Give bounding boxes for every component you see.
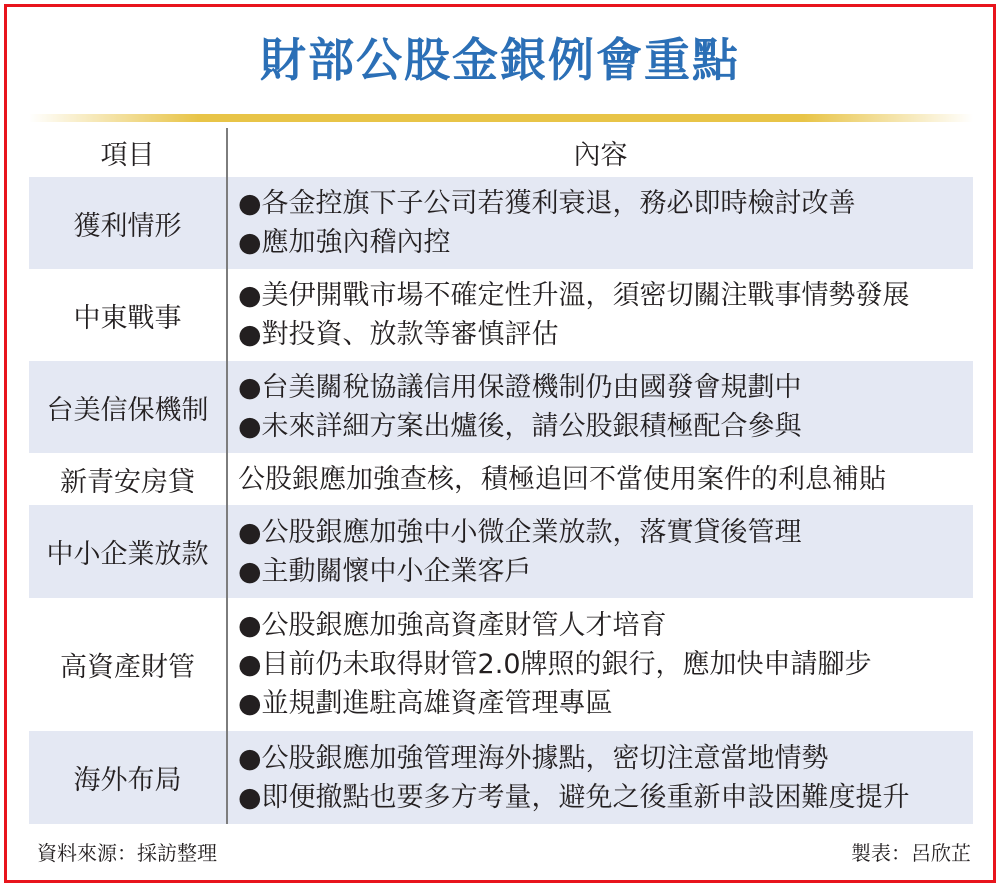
content-line: ●公股銀應加強中小微企業放款，落實貸後管理 — [238, 516, 802, 548]
page-title: 財部公股金銀例會重點 — [260, 33, 740, 87]
content-line: ●主動關懷中小企業客戶 — [238, 555, 532, 587]
content-line: 公股銀應加強查核，積極追回不當使用案件的利息補貼 — [238, 463, 886, 495]
table-row — [29, 361, 973, 453]
content-line: ●對投資、放款等審慎評估 — [238, 319, 559, 350]
author-note: 製表：呂欣芷 — [851, 841, 971, 865]
row-content — [227, 177, 973, 269]
row-item-wealth-management: 高資產財管 — [29, 598, 227, 731]
row-content — [227, 361, 973, 453]
row-item-overseas: 海外布局 — [29, 731, 227, 824]
content-line: ●目前仍未取得財管2.0牌照的銀行，應加快申請腳步 — [238, 649, 872, 680]
content-line: ●並規劃進駐高雄資產管理專區 — [238, 688, 613, 719]
content-line: ●應加強內稽內控 — [238, 227, 451, 258]
content-line: ●公股銀應加強高資產財管人才培育 — [238, 610, 667, 641]
table-row — [29, 453, 973, 505]
row-content — [227, 453, 973, 505]
content-line: ●台美關稅協議信用保證機制仍由國發會規劃中 — [238, 372, 802, 403]
title-divider — [29, 114, 973, 122]
table-row — [29, 598, 973, 731]
table-row — [29, 269, 973, 361]
source-note: 資料來源：採訪整理 — [37, 841, 217, 865]
infographic-frame — [4, 4, 996, 883]
table-row — [29, 731, 973, 824]
row-item-credit-guarantee: 台美信保機制 — [29, 361, 227, 453]
table-header-row — [29, 128, 973, 177]
row-item-sme-loans: 中小企業放款 — [29, 505, 227, 598]
content-line: ●即便撤點也要多方考量，避免之後重新申設困難度提升 — [238, 781, 910, 813]
row-item-middle-east: 中東戰事 — [29, 269, 227, 361]
row-content — [227, 269, 973, 361]
summary-table — [29, 128, 973, 824]
row-content — [227, 598, 973, 731]
content-line: ●未來詳細方案出爐後，請公股銀積極配合參與 — [238, 411, 802, 442]
table-row — [29, 177, 973, 269]
table-row — [29, 505, 973, 598]
header-content: 內容 — [573, 140, 628, 171]
content-line: ●公股銀應加強管理海外據點，密切注意當地情勢 — [238, 742, 829, 774]
row-item-housing-loan: 新青安房貸 — [29, 453, 227, 505]
content-line: ●各金控旗下子公司若獲利衰退，務必即時檢討改善 — [238, 188, 856, 219]
row-content — [227, 731, 973, 824]
row-item-profit: 獲利情形 — [29, 177, 227, 269]
header-item: 項目 — [29, 128, 227, 177]
row-content — [227, 505, 973, 598]
content-line: ●美伊開戰市場不確定性升溫，須密切關注戰事情勢發展 — [238, 280, 910, 311]
